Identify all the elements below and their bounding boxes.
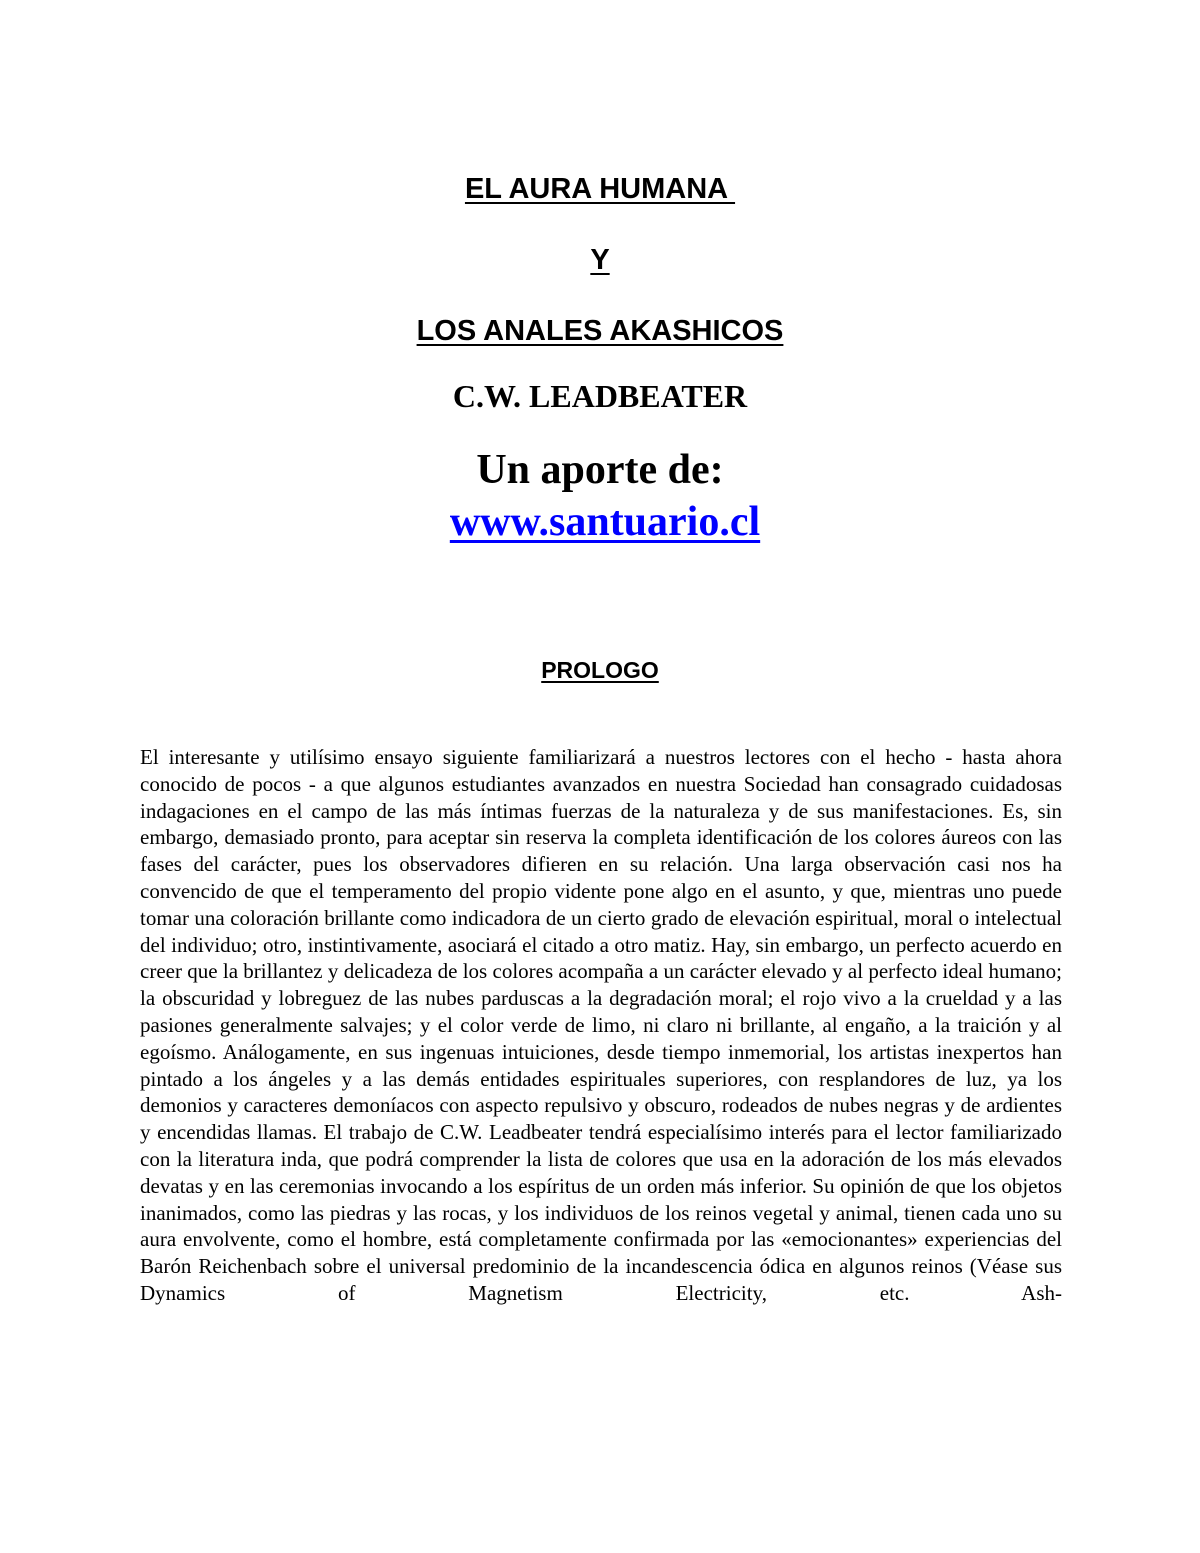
section-heading: PROLOGO xyxy=(541,657,659,683)
website-link[interactable]: www.santuario.cl xyxy=(449,499,761,545)
title-line-1 xyxy=(0,171,1200,207)
author-name: C.W. LEADBEATER xyxy=(452,378,748,414)
title-line-1-text: EL AURA HUMANA xyxy=(464,173,736,205)
title-line-2 xyxy=(0,242,1200,278)
title-line-3-text: LOS ANALES AKASHICOS xyxy=(416,315,784,347)
prologue-paragraph: El interesante y utilísimo ensayo siguiente familiarizará a nuestros lectores con el hecho - hasta ahora conocido de pocos - a que algunos estudiantes avanzados en nuestra Sociedad han consagrado cuidadosas indagaciones en el campo de las más íntimas fuerzas de la naturaleza y de sus manifestaciones. Es, sin embargo, demasiado pronto, para aceptar sin reserva la completa identificación de los colores áureos con las fases del carácter, pues los observadores difieren en su relación. Una larga observación casi nos ha convencido de que el temperamento del propio vidente pone algo en el asunto, y que, mientras uno puede tomar una coloración brillante como indicadora de un cierto grado de elevación espiritual, moral o intelectual del individuo; otro, instintivamente, asociará el citado a otro matiz. Hay, sin embargo, un perfecto acuerdo en creer que la brillantez y delicadeza de los colores acompaña a un carácter elevado y al perfecto ideal humano; la obscuridad y lobreguez de las nubes parduscas a la degradación moral; el rojo vivo a la crueldad y a las pasiones generalmente salvajes; y el color verde de limo, ni claro ni brillante, al engaño, a la traición y al egoísmo. Análogamente, en sus ingenuas intuiciones, desde tiempo inmemorial, los artistas inexpertos han pintado a los ángeles y a las demás entidades espirituales superiores, con resplandores de luz, ya los demonios y caracteres demoníacos con aspecto repulsivo y obscuro, rodeados de nubes negras y de ardientes y encendidas llamas. El trabajo de C.W. Leadbeater tendrá especialísimo interés para el lector familiarizado con la literatura inda, que podrá comprender la lista de colores que usa en la adoración de los más elevados devatas y en las ceremonias invocando a los espíritus de un orden más inferior. Su opinión de que los objetos inanimados, como las piedras y las rocas, y los individuos de los reinos vegetal y animal, tienen cada uno su aura envolvente, como el hombre, está completamente confirmada por las «emocionantes» experiencias del Barón Reichenbach sobre el universal predominio de la incandescencia ódica en algunos reinos (Véase sus Dynamics of Magnetism Electricity, etc. Ash- xyxy=(140,745,1062,1305)
title-line-2-text: Y xyxy=(590,244,610,276)
credit-label: Un aporte de: xyxy=(476,447,724,493)
title-line-3 xyxy=(0,313,1200,349)
